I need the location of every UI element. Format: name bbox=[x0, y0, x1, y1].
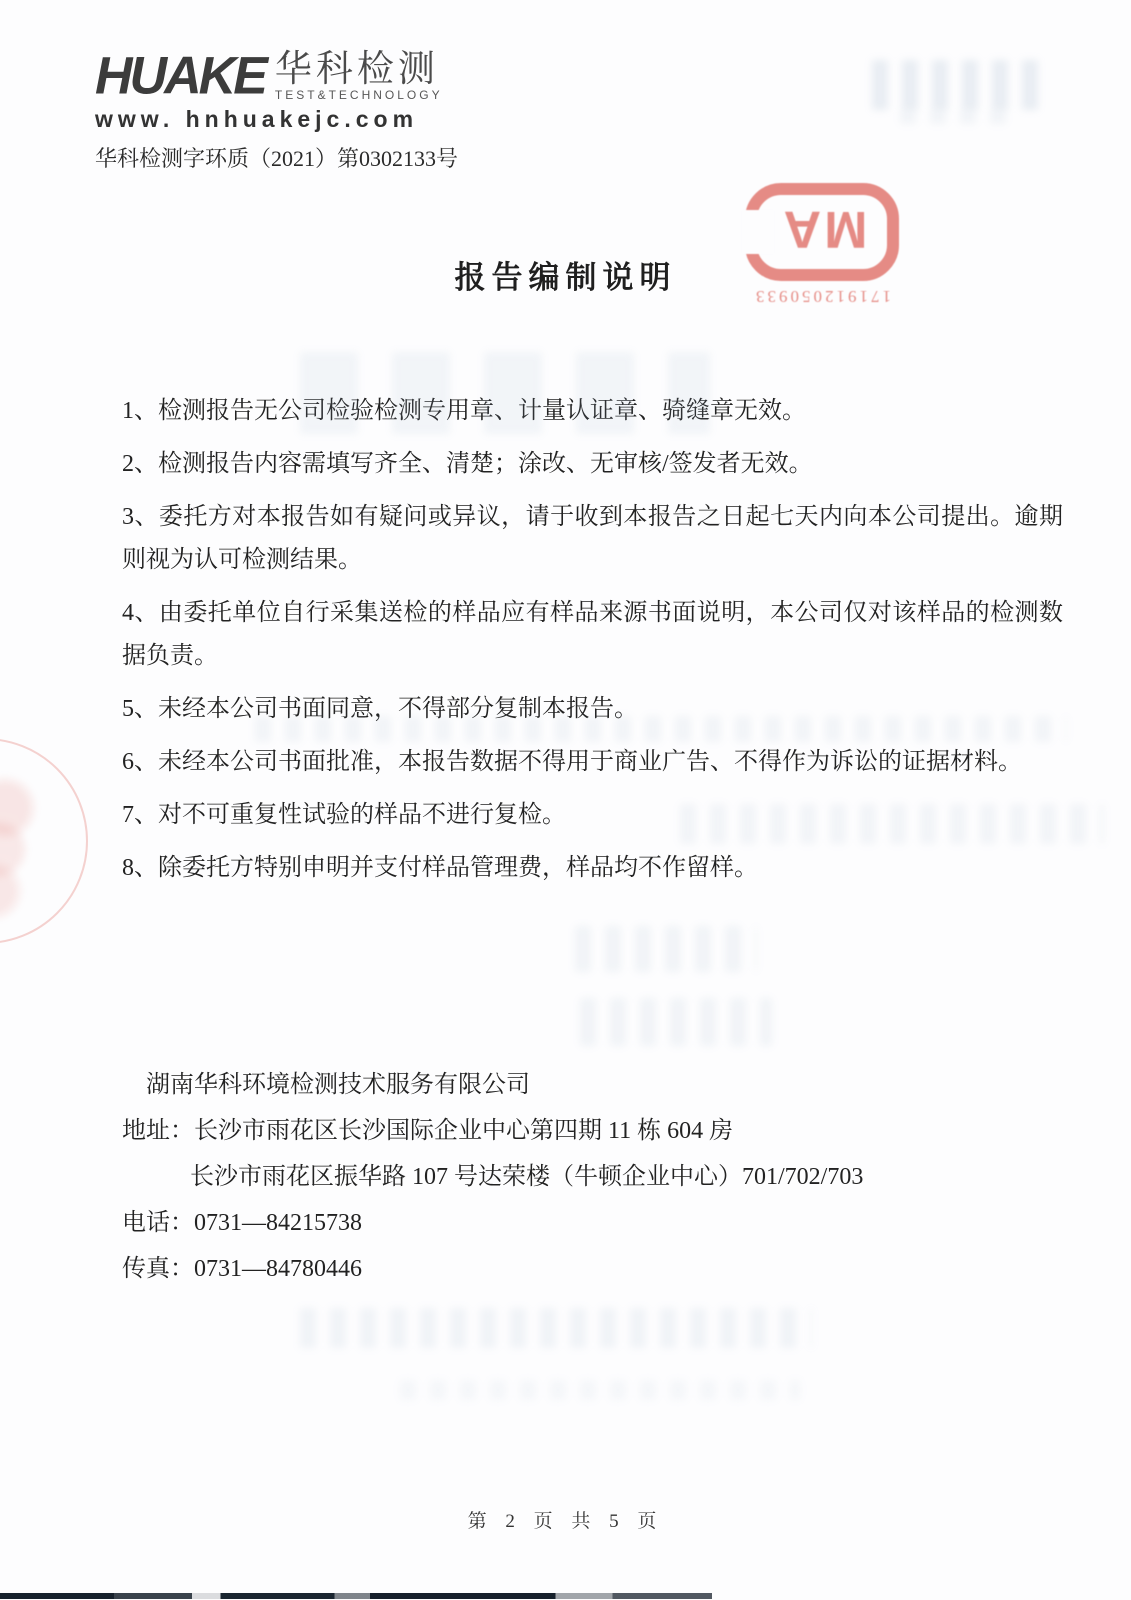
note-item-7 bbox=[122, 794, 1063, 837]
phone-value: 0731—84215738 bbox=[194, 1210, 362, 1236]
bleed-through-mark bbox=[872, 60, 1050, 110]
cma-logo-icon bbox=[742, 180, 902, 284]
company-website: www. hnhuakejc.com bbox=[95, 106, 419, 132]
note-number: 7、 bbox=[122, 802, 158, 828]
note-number: 6、 bbox=[122, 749, 158, 775]
note-text: 对不可重复性试验的样品不进行复检。 bbox=[158, 802, 566, 828]
company-address-line2: 长沙市雨花区振华路 107 号达荣楼（牛顿企业中心）701/702/703 bbox=[190, 1164, 864, 1190]
company-address-line1 bbox=[122, 1108, 982, 1154]
address-value-1: 长沙市雨花区长沙国际企业中心第四期 11 栋 604 房 bbox=[194, 1118, 734, 1144]
note-number: 8、 bbox=[122, 855, 158, 881]
note-item-8 bbox=[122, 847, 1063, 890]
company-contact-block bbox=[122, 1062, 982, 1292]
bleed-through-mark bbox=[400, 1380, 800, 1400]
cma-stamp bbox=[738, 180, 906, 306]
round-stamp-bleed-icon bbox=[0, 738, 88, 944]
page-title: 报告编制说明 bbox=[454, 260, 677, 295]
company-phone-line bbox=[122, 1200, 982, 1246]
logo-chinese-name: 华科检测 bbox=[274, 49, 439, 90]
note-number: 3、 bbox=[122, 504, 159, 530]
note-number: 2、 bbox=[122, 451, 158, 477]
bleed-through-mark bbox=[575, 926, 757, 972]
note-text: 由委托单位自行采集送检的样品应有样品来源书面说明，本公司仅对该样品的检测数据负责。 bbox=[122, 600, 1064, 669]
svg-text:MA: MA bbox=[780, 200, 868, 258]
phone-label: 电话： bbox=[122, 1210, 194, 1236]
notes-list bbox=[122, 390, 1063, 900]
note-number: 5、 bbox=[122, 696, 158, 722]
page-number: 第 2 页 共 5 页 bbox=[467, 1511, 664, 1532]
note-item-6 bbox=[122, 741, 1063, 784]
note-text: 检测报告无公司检验检测专用章、计量认证章、骑缝章无效。 bbox=[158, 398, 806, 424]
address-label: 地址： bbox=[122, 1118, 194, 1144]
note-item-3 bbox=[122, 496, 1063, 582]
fax-label: 传真： bbox=[122, 1256, 194, 1282]
note-text: 委托方对本报告如有疑问或异议，请于收到本报告之日起七天内向本公司提出。逾期则视为认可检测结果。 bbox=[122, 504, 1064, 573]
note-text: 未经本公司书面批准，本报告数据不得用于商业广告、不得作为诉讼的证据材料。 bbox=[158, 749, 1022, 775]
cma-stamp-number: 171912050933 bbox=[753, 287, 891, 306]
report-number: 华科检测字环质（2021）第0302133号 bbox=[95, 146, 459, 171]
note-item-4 bbox=[122, 592, 1063, 678]
bleed-through-mark bbox=[580, 998, 772, 1046]
bleed-through-mark bbox=[300, 1308, 812, 1348]
fax-value: 0731—84780446 bbox=[194, 1256, 362, 1282]
note-text: 检测报告内容需填写齐全、清楚；涂改、无审核/签发者无效。 bbox=[158, 451, 813, 477]
note-number: 4、 bbox=[122, 600, 159, 626]
note-item-1 bbox=[122, 390, 1063, 433]
note-item-5 bbox=[122, 688, 1063, 731]
note-number: 1、 bbox=[122, 398, 158, 424]
logo-huake-wordmark: HUAKE bbox=[95, 46, 265, 106]
scan-edge-artifact bbox=[0, 1593, 712, 1599]
company-name: 湖南华科环境检测技术服务有限公司 bbox=[146, 1072, 530, 1098]
company-fax-line bbox=[122, 1246, 982, 1292]
note-text: 除委托方特别申明并支付样品管理费，样品均不作留样。 bbox=[158, 855, 758, 881]
note-item-2 bbox=[122, 443, 1063, 486]
note-text: 未经本公司书面同意，不得部分复制本报告。 bbox=[158, 696, 638, 722]
company-logo bbox=[95, 46, 443, 133]
bleed-through-mark bbox=[900, 110, 1020, 124]
logo-tagline: TEST&TECHNOLOGY bbox=[274, 88, 443, 102]
